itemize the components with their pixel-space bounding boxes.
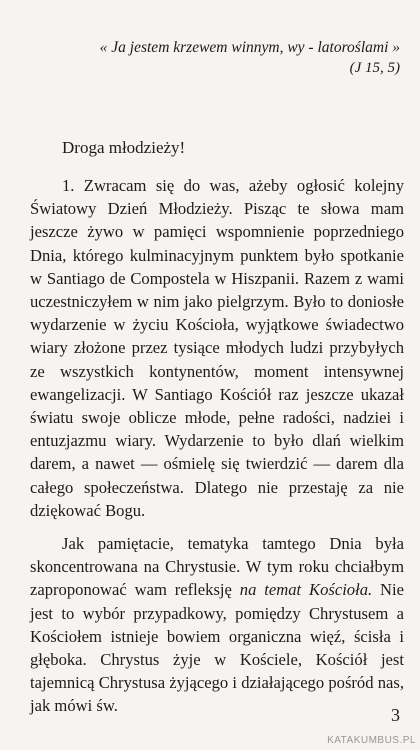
paragraph-2-text-start: Jak pamiętacie, tematyka tamtego Dnia była skoncentrowana na Chrystusie. W tym roku chciałbym zaproponować wam refleksję [30, 534, 404, 600]
paragraph-2-italic-phrase: na temat Kościoła. [239, 580, 373, 600]
epigraph-quote: « Ja jestem krzewem winnym, wy - latoroślami » [99, 39, 400, 56]
watermark: KATAKUMBUS.PL [327, 735, 416, 746]
epigraph-reference: (J 15, 5) [349, 60, 400, 76]
paragraph-2 [30, 532, 404, 718]
body-text [30, 174, 404, 718]
epigraph [40, 38, 400, 78]
page-number: 3 [391, 705, 400, 725]
paragraph-1: 1. Zwracam się do was, ażeby ogłosić kolejny Światowy Dzień Młodzieży. Pisząc te słowa mam jeszcze żywo w pamięci wspomnienie poprzedniego Dnia, którego kulminacyjnym punktem było spotkanie w Santiago de Compostela w Hiszpanii. Razem z wami uczestniczyłem w nim jako pielgrzym. Było to doniosłe wydarzenie w życiu Kościoła, wyjątkowe świadectwo wiary złożone przez tysiące młodych ludzi przybyłych ze wszystkich kontynentów, moment intensywnej ewangelizacji. W Santiago Kościół raz jeszcze ukazał światu swoje oblicze młode, pełne radości, nadziei i entuzjazmu wiary. Wydarzenie to było dlań wielkim darem, a nawet — ośmielę się twierdzić — darem dla całego społeczeństwa. Dlatego nie przestaję za nie dziękować Bogu. [30, 176, 404, 520]
salutation: Droga młodzieży! [62, 138, 186, 157]
paragraph-2-text-end: Nie jest to wybór przypadkowy, pomiędzy Chrystusem a Kościołem istnieje bowiem organiczna więź, ścisła i głęboka. Chrystus żyje w Kościele, Kościół jest tajemnicą Chrystusa żyjącego i działającego pośród nas, jak mówi św. [30, 580, 404, 716]
